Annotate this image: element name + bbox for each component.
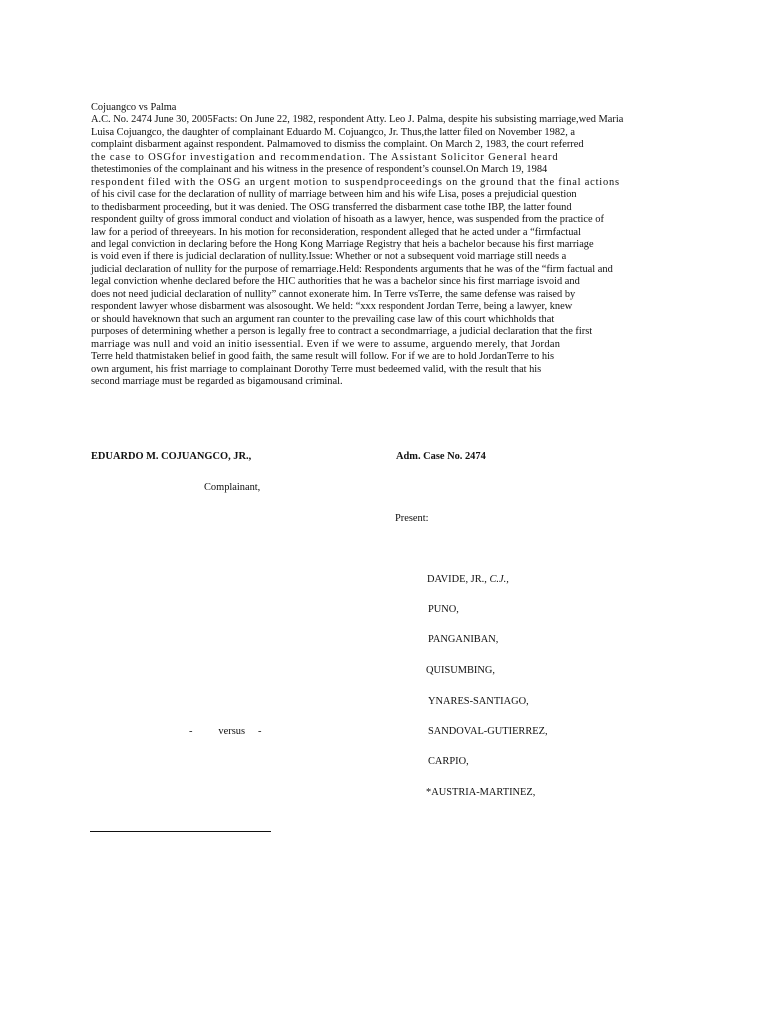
summary-line: judicial declaration of nullity for the purpose of remarriage.Held: Respondents arguments that he was of the “firm factual and (91, 263, 613, 275)
present-label: Present: (395, 513, 429, 524)
summary-line: is void even if there is judicial declaration of nullity.Issue: Whether or not a subsequent void marriage still needs a (91, 251, 567, 263)
summary-line: A.C. No. 2474 June 30, 2005Facts: On June 22, 1982, respondent Atty. Leo J. Palma, despite his subsisting marriage,wed Maria (91, 114, 624, 126)
summary-line: law for a period of threeyears. In his motion for reconsideration, respondent alleged that he acted under a “firmfactual (91, 226, 581, 238)
justice-name: QUISUMBING, (426, 665, 495, 676)
justice-name: YNARES-SANTIAGO, (428, 696, 529, 707)
summary-line: second marriage must be regarded as bigamousand criminal. (91, 375, 343, 387)
complainant-label: Complainant, (204, 482, 261, 493)
summary-line: own argument, his frist marriage to complainant Dorothy Terre must bedeemed valid, with the result that his (91, 363, 542, 375)
signature-rule (90, 831, 271, 832)
justice-name: DAVIDE, JR., C.J., (427, 574, 509, 585)
complainant-name: EDUARDO M. COJUANGCO, JR., (91, 451, 252, 462)
justice-name: CARPIO, (428, 756, 469, 767)
summary-line: respondent guilty of gross immoral conduct and violation of hisoath as a lawyer, hence, was suspended from the practice of (91, 214, 604, 226)
justice-name: SANDOVAL-GUTIERREZ, (428, 726, 548, 737)
summary-line: does not need judicial declaration of nullity” cannot exonerate him. In Terre vsTerre, the same defense was raised by (91, 288, 576, 300)
summary-line: Luisa Cojuangco, the daughter of complainant Eduardo M. Cojuangco, Jr. Thus,the latter filed on November 1982, a (91, 126, 576, 138)
summary-line: respondent lawyer whose disbarment was alsosought. We held: “xxx respondent Jordan Terre, being a lawyer, knew (91, 301, 573, 313)
case-summary (91, 102, 677, 388)
summary-line: the case to OSGfor investigation and recommendation. The Assistant Solicitor General heard (91, 151, 559, 163)
summary-line: purposes of determining whether a person is legally free to contract a secondmarriage, a judicial declaration that the first (91, 326, 593, 338)
versus-label: - versus - (189, 726, 262, 737)
summary-line: to thedisbarment proceeding, but it was denied. The OSG transferred the disbarment case tothe IBP, the latter found (91, 201, 572, 213)
justice-name: PANGANIBAN, (428, 634, 499, 645)
summary-line: Terre held thatmistaken belief in good faith, the same result will follow. For if we are to hold JordanTerre to his (91, 351, 555, 363)
summary-line: marriage was null and void an initio isessential. Even if we were to assume, arguendo merely, that Jordan (91, 338, 561, 350)
summary-line: or should haveknown that such an argument ran counter to the prevailing case law of this court whichholds that (91, 313, 555, 325)
case-title: Cojuangco vs Palma (91, 102, 177, 113)
case-number: Adm. Case No. 2474 (396, 451, 486, 462)
justice-title: C.J., (489, 574, 509, 585)
justice-name: *AUSTRIA-MARTINEZ, (426, 787, 536, 798)
summary-line: legal conviction whenhe declared before the HIC authorities that he was a bachelor since his first marriage isvoid and (91, 276, 580, 288)
summary-line: and legal conviction in declaring before the Hong Kong Marriage Registry that heis a bachelor because his first marriage (91, 238, 594, 250)
summary-line: of his civil case for the declaration of nullity of marriage between him and his wife Lisa, poses a prejudicial question (91, 189, 577, 201)
summary-line: thetestimonies of the complainant and his witness in the presence of respondent’s counsel.On March 19, 1984 (91, 164, 548, 176)
justice-name: PUNO, (428, 604, 459, 615)
summary-line: respondent filed with the OSG an urgent motion to suspendproceedings on the ground that the final actions (91, 176, 620, 188)
summary-line: complaint disbarment against respondent. Palmamoved to dismiss the complaint. On March 2, 1983, the court referred (91, 139, 584, 151)
